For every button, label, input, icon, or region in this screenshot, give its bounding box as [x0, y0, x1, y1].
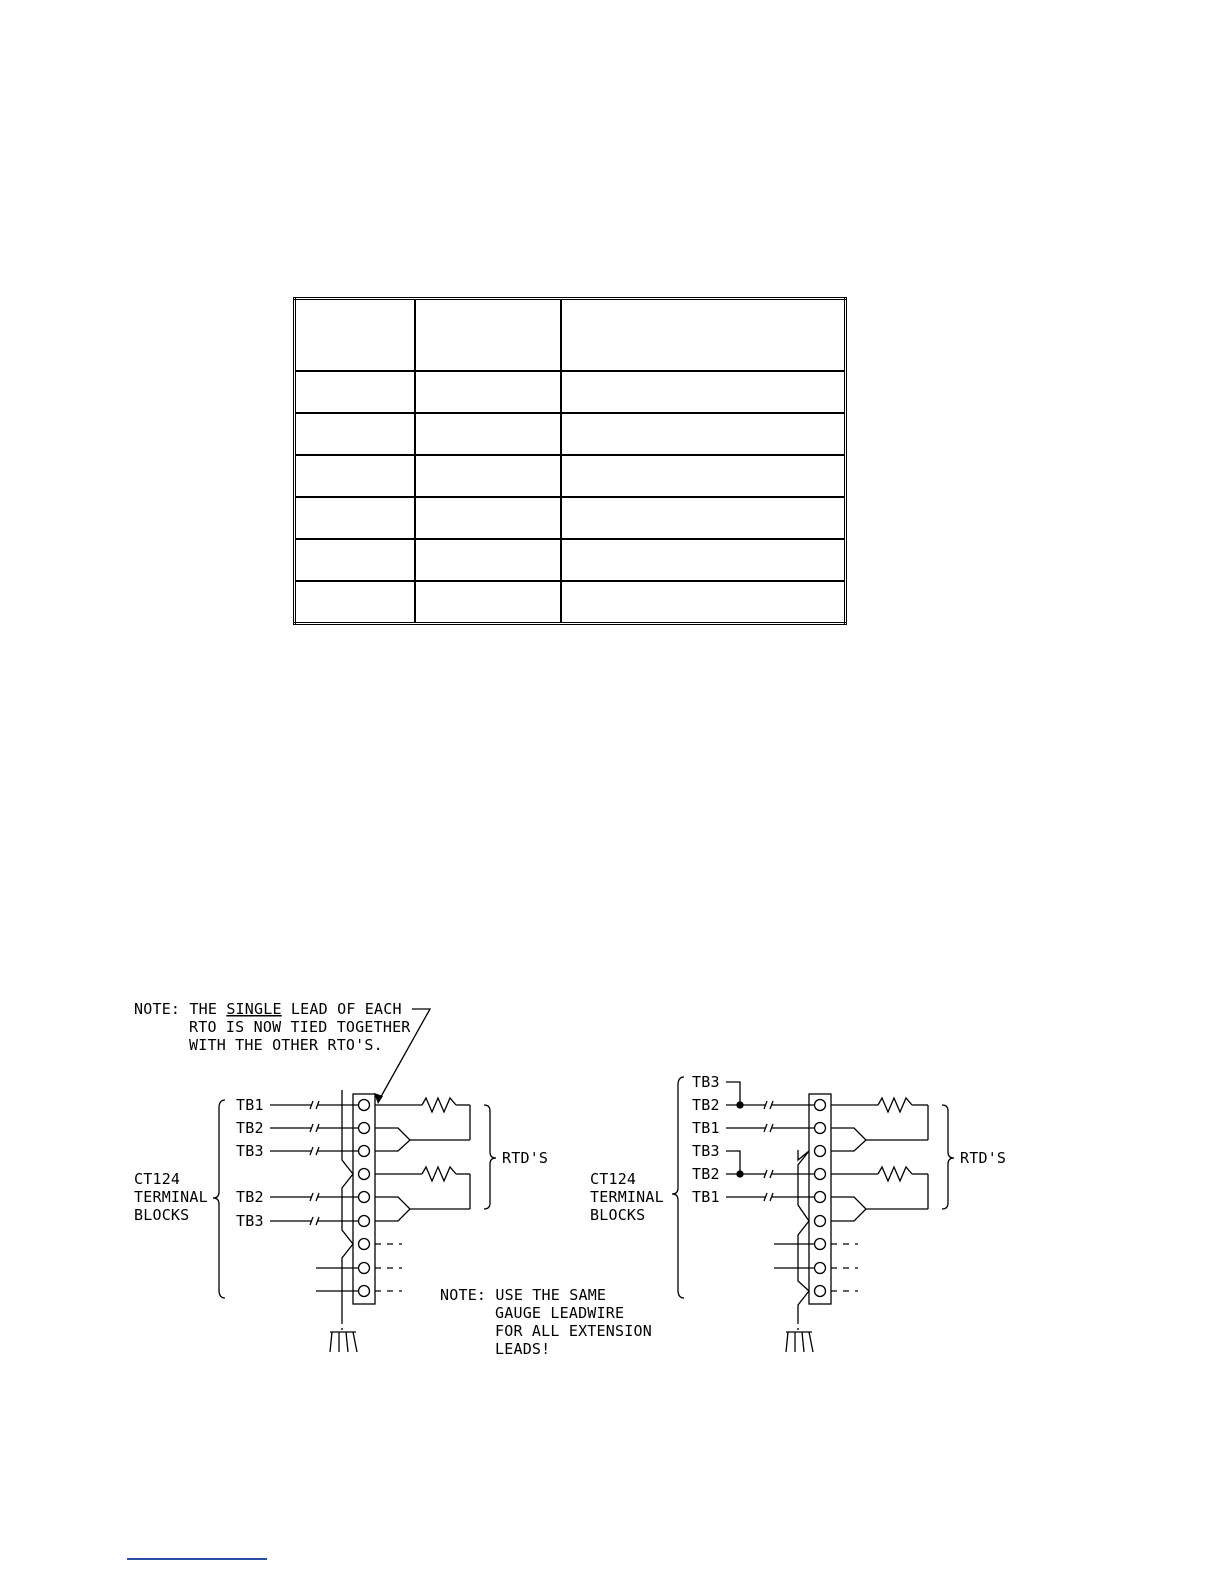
break-slashes — [310, 1101, 319, 1225]
table-cell — [561, 497, 846, 539]
table-row — [295, 371, 846, 413]
table-cell — [561, 371, 846, 413]
table-cell — [295, 371, 416, 413]
ground-icon — [786, 1332, 813, 1352]
terminal-screws — [359, 1100, 370, 1297]
terminal-label: TB2 — [692, 1096, 720, 1114]
rtd-element — [375, 1098, 470, 1151]
terminal-label: TB3 — [236, 1142, 264, 1160]
table-cell — [561, 539, 846, 581]
bottom-note-line2: GAUGE LEADWIRE — [495, 1304, 625, 1322]
footnote-rule — [127, 1558, 267, 1560]
rtd-label: RTD'S — [502, 1149, 549, 1167]
rtd-element — [375, 1167, 470, 1221]
table-cell — [415, 413, 561, 455]
terminal-label: TB1 — [236, 1096, 264, 1114]
terminal-label: TB1 — [692, 1188, 720, 1206]
table-cell — [415, 371, 561, 413]
block-label-line1: CT124 — [590, 1170, 637, 1188]
terminal-label: TB2 — [236, 1119, 264, 1137]
block-label-line1: CT124 — [134, 1170, 181, 1188]
terminal-label: TB3 — [692, 1073, 720, 1091]
table-row — [295, 497, 846, 539]
left-note-line1: NOTE: THE SINGLE LEAD OF EACH — [134, 1000, 402, 1018]
table-cell — [415, 455, 561, 497]
ground-wire — [798, 1150, 809, 1320]
table-cell — [561, 455, 846, 497]
rtd-wiring-diagram — [0, 960, 1224, 1400]
table-row — [295, 455, 846, 497]
left-note-line2: RTO IS NOW TIED TOGETHER — [189, 1018, 411, 1036]
lead-wires — [726, 1105, 820, 1268]
table-cell — [295, 539, 416, 581]
table-cell — [295, 455, 416, 497]
table-header-row — [295, 299, 846, 371]
terminal-label: TB1 — [692, 1119, 720, 1137]
bottom-note — [440, 1286, 652, 1358]
terminal-label: TB2 — [692, 1165, 720, 1183]
spare-terminal-dashes — [375, 1244, 402, 1291]
rtd-brace — [942, 1105, 954, 1209]
table-row — [295, 413, 846, 455]
table-cell — [415, 539, 561, 581]
block-label-line2: TERMINAL — [590, 1188, 664, 1206]
jumper-wire — [726, 1151, 740, 1174]
block-label-line3: BLOCKS — [590, 1206, 646, 1224]
blank-table — [293, 297, 847, 625]
spare-terminal-dashes — [831, 1244, 858, 1291]
left-brace — [672, 1077, 684, 1298]
jumper-wire — [726, 1082, 740, 1105]
table-row — [295, 581, 846, 624]
wire-break-marks — [766, 1105, 772, 1197]
table-cell — [561, 581, 846, 624]
rtd-brace — [484, 1105, 496, 1209]
table-cell — [561, 413, 846, 455]
block-label-line3: BLOCKS — [134, 1206, 190, 1224]
terminal-screws — [815, 1100, 826, 1297]
rtd-element — [831, 1098, 928, 1151]
left-brace — [213, 1100, 225, 1298]
break-slashes — [764, 1101, 773, 1201]
table-cell — [295, 413, 416, 455]
block-label-line2: TERMINAL — [134, 1188, 208, 1206]
right-wiring-diagram — [590, 1073, 1006, 1352]
table-cell — [415, 581, 561, 624]
bottom-note-line3: FOR ALL EXTENSION — [495, 1322, 652, 1340]
rtd-label: RTD'S — [960, 1149, 1007, 1167]
ground-wire — [342, 1090, 353, 1320]
bottom-note-line1: NOTE: USE THE SAME — [440, 1286, 607, 1304]
wire-break-marks — [312, 1105, 318, 1221]
table-cell — [295, 299, 416, 371]
table-cell — [295, 497, 416, 539]
terminal-label: TB3 — [692, 1142, 720, 1160]
table-row — [295, 539, 846, 581]
table-cell — [415, 299, 561, 371]
table-cell — [561, 299, 846, 371]
table-cell — [295, 581, 416, 624]
bottom-note-line4: LEADS! — [495, 1340, 551, 1358]
terminal-label: TB2 — [236, 1188, 264, 1206]
rtd-element — [831, 1167, 928, 1221]
left-note-line3: WITH THE OTHER RTO'S. — [189, 1036, 383, 1054]
ground-icon — [330, 1332, 357, 1352]
table-cell — [415, 497, 561, 539]
terminal-label: TB3 — [236, 1212, 264, 1230]
